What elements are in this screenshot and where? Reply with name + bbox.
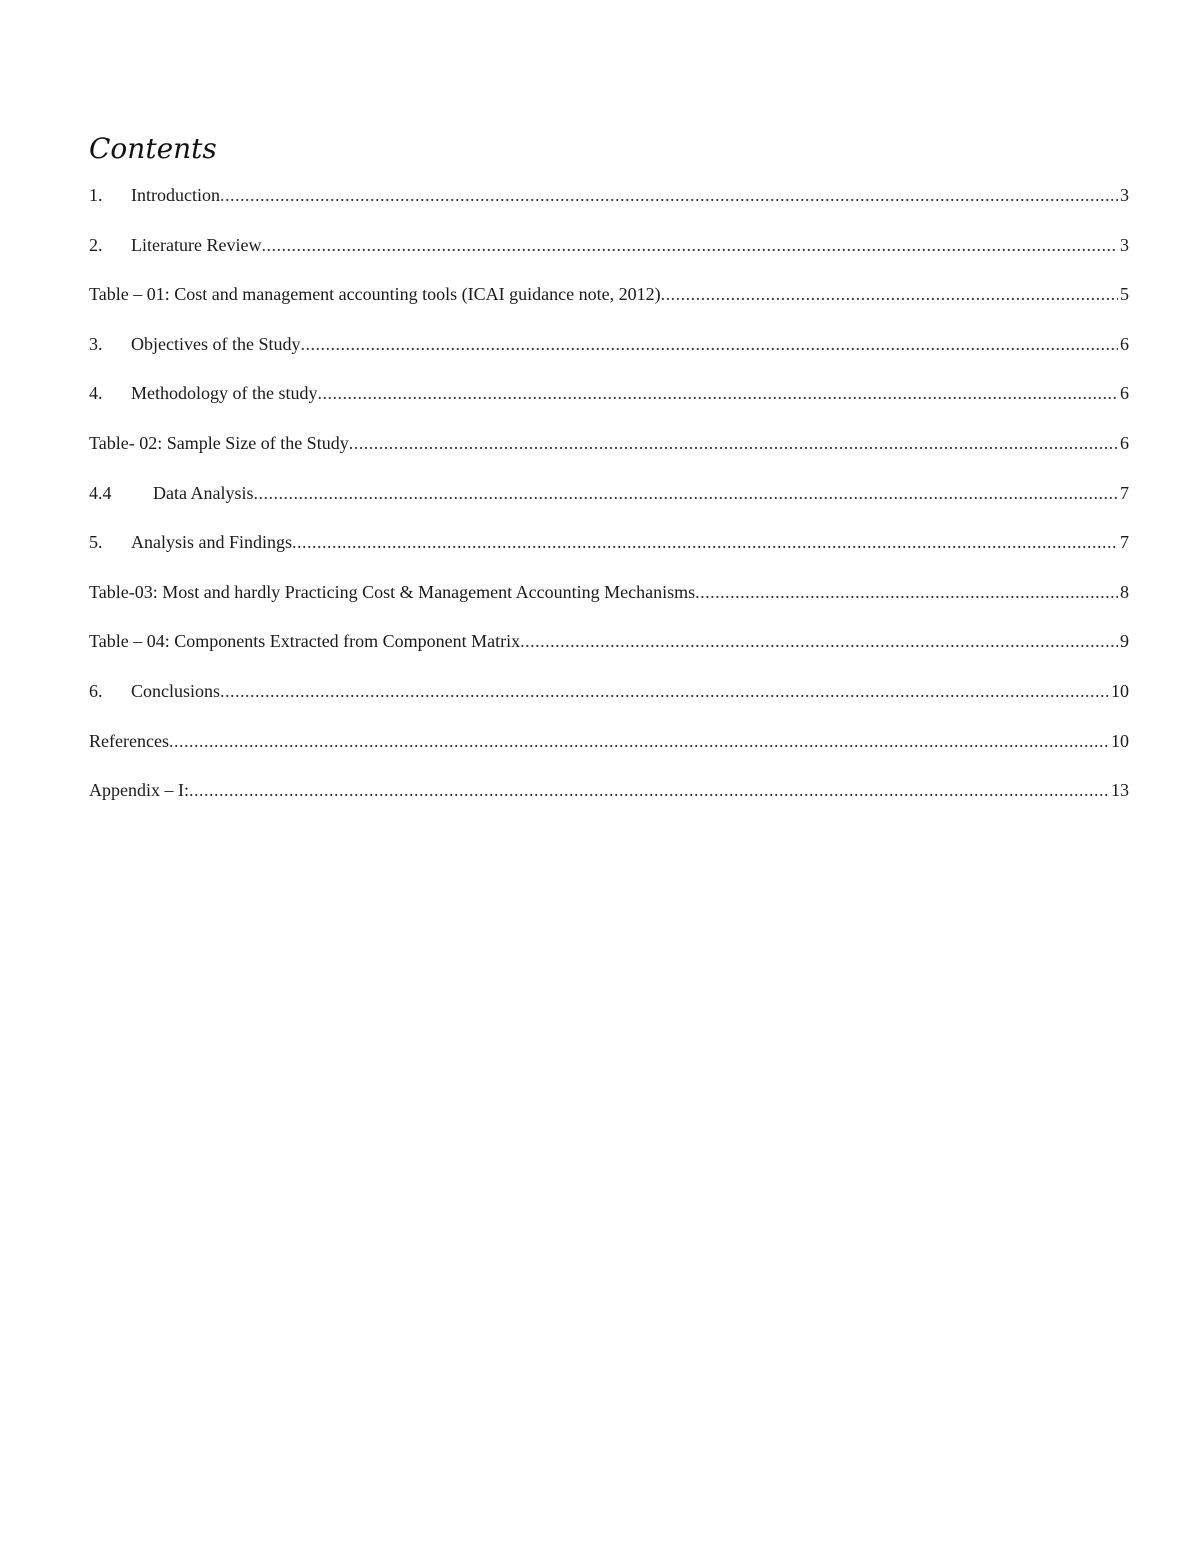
toc-entry-page: 8 <box>1120 581 1129 602</box>
toc-entry-page: 6 <box>1120 333 1129 354</box>
toc-entry-table-02[interactable] <box>89 430 1129 480</box>
toc-dot-leader <box>300 331 1118 357</box>
toc-entry-title: Appendix – I: <box>89 780 189 801</box>
toc-entry-page: 13 <box>1111 780 1129 801</box>
toc-entry-page: 3 <box>1120 185 1129 205</box>
toc-dot-leader <box>318 380 1119 406</box>
toc-dot-leader <box>220 182 1118 208</box>
toc-entry-table-01[interactable] <box>89 281 1129 331</box>
toc-entry-references[interactable] <box>89 728 1129 778</box>
toc-dot-leader <box>189 777 1109 803</box>
toc-entry-page: 3 <box>1120 234 1129 255</box>
toc-dot-leader <box>254 480 1119 506</box>
toc-entry-title: Methodology of the study <box>131 383 318 404</box>
toc-entry-title: Table – 04: Components Extracted from Component Matrix <box>89 631 521 652</box>
toc-entry-number: 4.4 <box>89 482 112 503</box>
toc-entry-table-03[interactable] <box>89 579 1129 629</box>
toc-entry-page: 6 <box>1120 432 1129 453</box>
toc-dot-leader <box>220 678 1109 704</box>
toc-entry-title: Conclusions <box>131 680 221 701</box>
toc-entry-data-analysis[interactable] <box>89 480 1129 530</box>
toc-entry-page: 7 <box>1120 482 1129 503</box>
toc-entry-methodology[interactable] <box>89 380 1129 430</box>
toc-entry-page: 10 <box>1111 680 1129 701</box>
toc-entry-title: Data Analysis <box>153 482 254 503</box>
toc-dot-leader <box>169 728 1109 754</box>
toc-entry-page: 6 <box>1120 383 1129 404</box>
toc-entry-number: 6. <box>89 680 103 701</box>
toc-entry-appendix[interactable] <box>89 777 1129 827</box>
toc-dot-leader <box>261 232 1118 258</box>
toc-entry-number: 5. <box>89 532 103 553</box>
toc-entry-title: Analysis and Findings <box>131 532 293 553</box>
toc-entry-title: Table- 02: Sample Size of the Study <box>89 432 349 453</box>
toc-heading: Contents <box>89 132 217 165</box>
toc-entry-number: 2. <box>89 234 103 255</box>
toc-dot-leader <box>349 430 1118 456</box>
toc-entry-title: Table – 01: Cost and management accounting tools (ICAI guidance note, 2012) <box>89 284 661 305</box>
toc-dot-leader <box>520 628 1118 654</box>
toc-dot-leader <box>292 529 1118 555</box>
toc-entry-analysis-findings[interactable] <box>89 529 1129 579</box>
toc-entry-objectives[interactable] <box>89 331 1129 381</box>
toc-entry-conclusions[interactable] <box>89 678 1129 728</box>
toc-entry-title: Table-03: Most and hardly Practicing Cost & Management Accounting Mechanisms <box>89 581 696 602</box>
table-of-contents <box>89 182 1129 827</box>
toc-dot-leader <box>695 579 1118 605</box>
toc-entry-number: 1. <box>89 185 103 205</box>
toc-dot-leader <box>661 281 1118 307</box>
toc-entry-literature-review[interactable] <box>89 232 1129 282</box>
toc-entry-title: Introduction <box>131 185 220 205</box>
toc-entry-page: 10 <box>1111 730 1129 751</box>
toc-entry-page: 5 <box>1120 284 1129 305</box>
toc-entry-title: Literature Review <box>131 234 262 255</box>
toc-entry-number: 4. <box>89 383 103 404</box>
toc-entry-page: 7 <box>1120 532 1129 553</box>
toc-entry-number: 3. <box>89 333 103 354</box>
toc-entry-title: References <box>89 730 169 751</box>
toc-entry-title: Objectives of the Study <box>131 333 301 354</box>
toc-entry-page: 9 <box>1120 631 1129 652</box>
toc-entry-table-04[interactable] <box>89 628 1129 678</box>
toc-entry-introduction[interactable] <box>89 182 1129 232</box>
